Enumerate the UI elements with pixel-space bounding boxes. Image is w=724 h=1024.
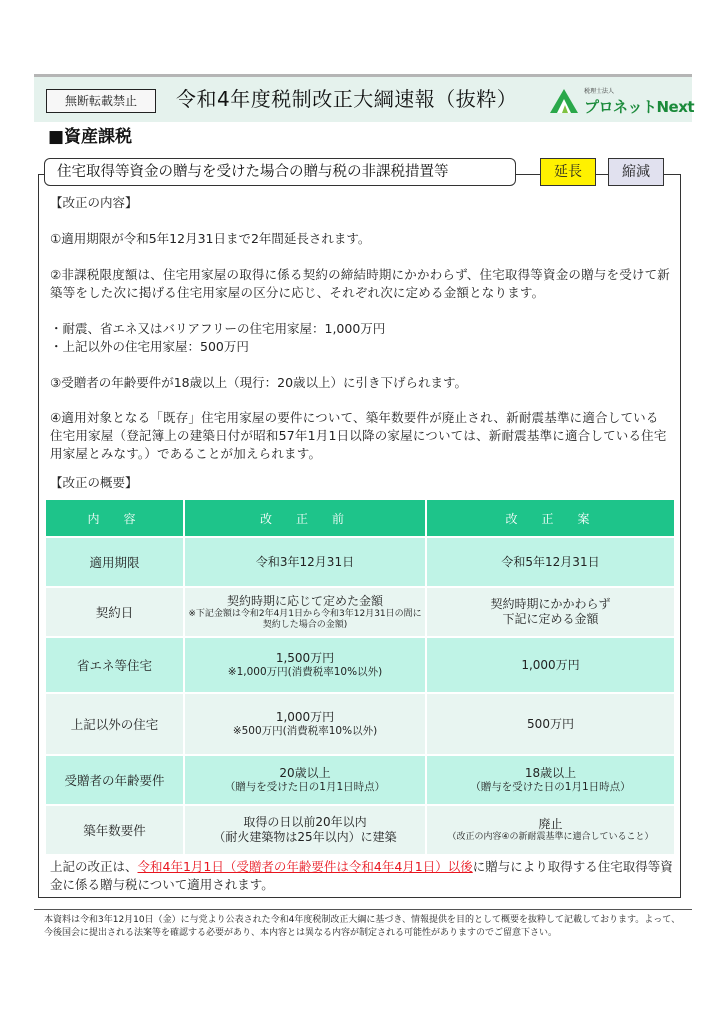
page-title: 令和4年度税制改正大綱速報（抜粋） — [176, 87, 518, 111]
footer-divider — [34, 909, 692, 910]
page-header — [34, 74, 695, 122]
summary-heading: 【改正の概要】 — [50, 475, 138, 490]
row-before: 1,000万円 — [275, 710, 335, 724]
table-row — [46, 538, 674, 586]
revision-item-2: ②非課税限度額は、住宅用家屋の取得に係る契約の締結時期にかかわらず、住宅取得等資金の贈与を受けて新築等をした次に掲げる住宅用家屋の区分に応じ、それぞれ次に定める金額となります。 — [50, 267, 671, 300]
section-title: ■資産課税 — [48, 127, 133, 147]
revision-item-1: ①適用期限が令和5年12月31日まで2年間延長されます。 — [50, 231, 371, 246]
row-after-note: （贈与を受けた日の1月1日時点） — [470, 781, 631, 793]
row-before: 20歳以上 — [279, 766, 331, 780]
row-after: 契約時期にかかわらず — [490, 597, 611, 611]
row-after-line2: 下記に定める金額 — [502, 612, 599, 626]
row-label: 適用期限 — [46, 538, 183, 586]
row-after: 廃止 — [538, 817, 563, 831]
table-header-row — [46, 500, 674, 536]
row-before-note: ※1,000万円(消費税率10%以外) — [227, 666, 383, 678]
row-after: 18歳以上 — [524, 766, 577, 780]
header-before: 改 正 前 — [185, 500, 425, 536]
company-logo — [548, 81, 695, 121]
revision-item-2b: ・上記以外の住宅用家屋：500万円 — [50, 339, 249, 354]
logo-leaf-icon — [548, 85, 580, 115]
header-content: 内 容 — [46, 500, 183, 536]
row-before-note: （耐火建築物は25年以内）に建築 — [213, 830, 397, 844]
row-label: 上記以外の住宅 — [46, 694, 183, 754]
row-before-cell — [185, 638, 425, 692]
row-before-cell — [185, 756, 425, 804]
row-label: 契約日 — [46, 588, 183, 636]
content-heading: 【改正の内容】 — [50, 195, 138, 210]
table-row — [46, 694, 674, 754]
row-label: 省エネ等住宅 — [46, 638, 183, 692]
summary-table — [44, 498, 676, 856]
conclusion-text — [50, 858, 675, 894]
table-row — [46, 756, 674, 804]
row-before-note: ※下記金額は令和2年4月1日から令和3年12月31日の間に契約した場合の金額) — [188, 608, 422, 630]
no-reprint-stamp: 無断転載禁止 — [46, 89, 156, 113]
row-before: 取得の日以前20年以内 — [243, 815, 367, 829]
conclusion-pre: 上記の改正は、 — [50, 859, 138, 874]
row-before-cell — [185, 588, 425, 636]
row-before-note: （贈与を受けた日の1月1日時点） — [224, 781, 386, 793]
row-after: 500万円 — [427, 694, 674, 754]
revision-item-2a: ・耐震、省エネ又はバリアフリーの住宅用家屋：1,000万円 — [50, 321, 386, 336]
row-after: 1,000万円 — [427, 638, 674, 692]
row-after-note: （改正の内容④の新耐震基準に適合していること） — [447, 832, 654, 842]
header-after: 改 正 案 — [427, 500, 674, 536]
logo-subtitle: 税理士法人 — [584, 88, 615, 95]
reduce-badge: 縮減 — [608, 158, 664, 186]
row-after: 令和5年12月31日 — [427, 538, 674, 586]
row-before-cell — [185, 694, 425, 754]
table-row — [46, 588, 674, 636]
conclusion-post: に贈与により取得する住宅取得等資金に係る贈与税について適用されます。 — [50, 859, 673, 892]
extend-badge: 延長 — [540, 158, 596, 186]
topic-title: 住宅取得等資金の贈与を受けた場合の贈与税の非課税措置等 — [44, 158, 516, 186]
row-label: 築年数要件 — [46, 806, 183, 854]
logo-name: プロネットNext — [584, 98, 695, 116]
row-before: 令和3年12月31日 — [185, 538, 425, 586]
row-before-cell — [185, 806, 425, 854]
revision-item-4: ④適用対象となる「既存」住宅用家屋の要件について、築年数要件が廃止され、新耐震基準に適合している住宅用家屋（登記簿上の建築日付が昭和57年1月1日以降の家屋については、新耐震基準に適合している住宅用家屋とみなす。）であることが加えられます。 — [50, 410, 667, 461]
row-after-cell — [427, 756, 674, 804]
conclusion-highlight: 令和4年1月1日（受贈者の年齢要件は令和4年4月1日）以後 — [137, 859, 473, 874]
revision-item-3: ③受贈者の年齢要件が18歳以上（現行：20歳以上）に引き下げられます。 — [50, 375, 468, 390]
table-row — [46, 806, 674, 854]
row-after-cell — [427, 806, 674, 854]
row-before: 1,500万円 — [275, 651, 335, 665]
row-before-note: ※500万円(消費税率10%以外) — [232, 725, 378, 737]
row-before: 契約時期に応じて定めた金額 — [226, 593, 383, 608]
disclaimer-footnote: 本資料は令和3年12月10日（金）に与党より公表された令和4年度税制改正大綱に基づき、情報提供を目的として概要を抜粋して記載しております。よって、今後国会に提出される法案等を確認する必要があり、本内容とは異なる内容が制定される可能性がありますのでご留意下さい。 — [44, 915, 681, 938]
table-row — [46, 638, 674, 692]
row-label: 受贈者の年齢要件 — [46, 756, 183, 804]
row-after-cell — [427, 588, 674, 636]
